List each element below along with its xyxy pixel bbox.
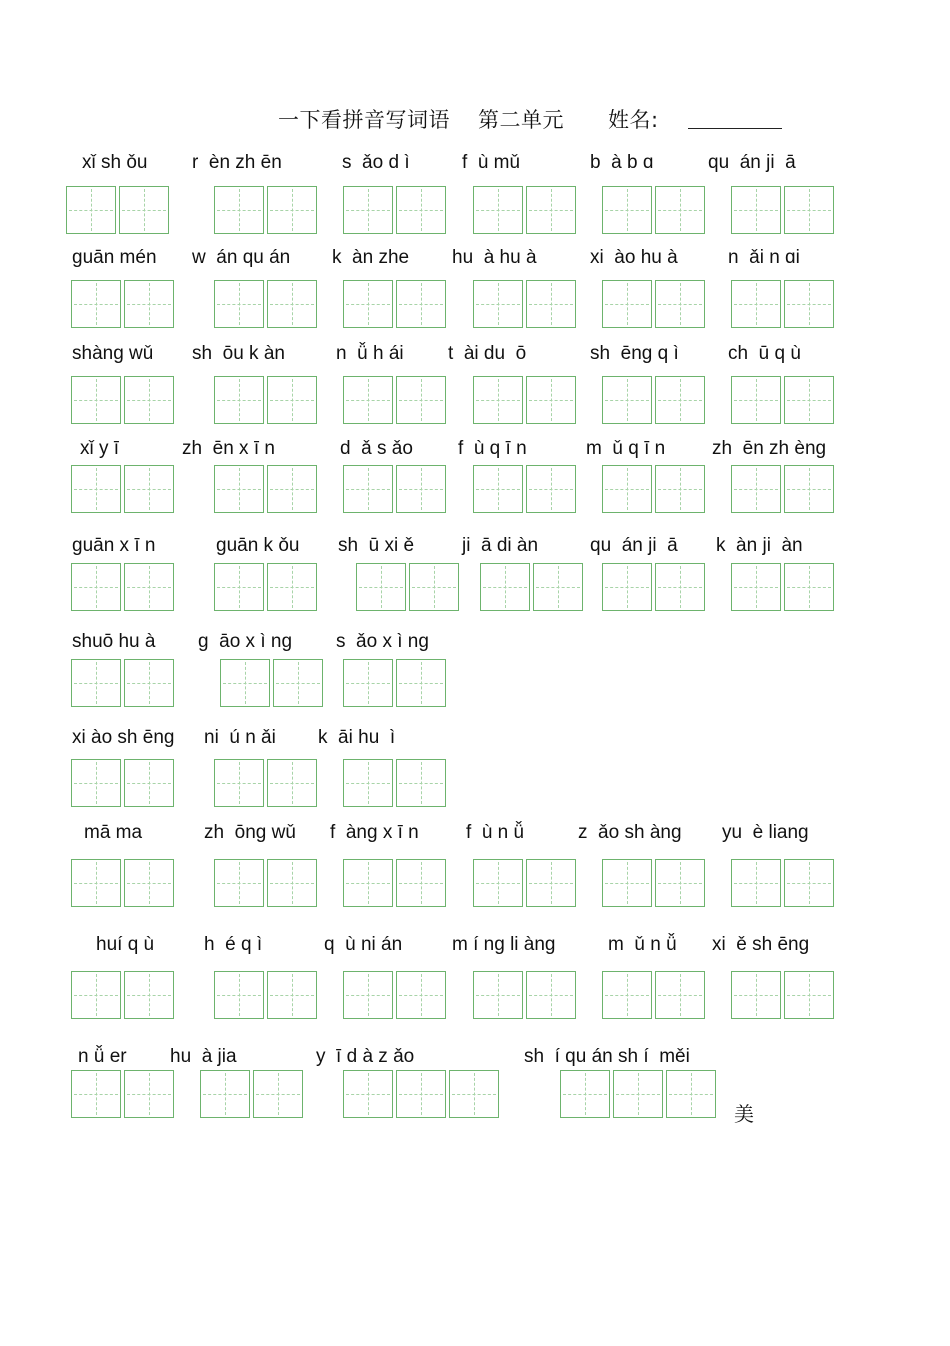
pinyin-prompt: m ǔ n ǚ [608,934,677,955]
writing-grid-cell[interactable] [267,759,317,807]
writing-grid-cell[interactable] [526,186,576,234]
pinyin-prompt: s ǎo x ì ng [336,631,429,652]
writing-grid-cell[interactable] [655,465,705,513]
writing-grid-cell[interactable] [71,659,121,707]
writing-grid-cell[interactable] [214,465,264,513]
trailing-character: 美 [734,1102,754,1126]
writing-grid-cell[interactable] [613,1070,663,1118]
writing-grid-cell[interactable] [784,563,834,611]
writing-grid-cell[interactable] [473,376,523,424]
pinyin-prompt: guān mén [72,247,157,268]
writing-grid-cell[interactable] [731,465,781,513]
pinyin-prompt: m í ng li àng [452,934,556,955]
writing-grid-cell[interactable] [602,563,652,611]
writing-grid-cell[interactable] [124,376,174,424]
writing-grid-cell[interactable] [124,859,174,907]
writing-grid-cell[interactable] [526,971,576,1019]
writing-grid-cell[interactable] [602,971,652,1019]
writing-grid-cell[interactable] [526,465,576,513]
writing-grid-cell[interactable] [396,659,446,707]
pinyin-prompt: yu è liang [722,822,809,843]
pinyin-prompt: huí q ù [96,934,155,955]
pinyin-prompt: xǐ y ī [80,438,120,459]
writing-grid-cell[interactable] [267,376,317,424]
writing-grid-cell[interactable] [731,280,781,328]
writing-grid-cell[interactable] [71,1070,121,1118]
writing-grid-cell[interactable] [267,563,317,611]
pinyin-prompt: zh ēn x ī n [182,438,275,459]
writing-grid-cell[interactable] [220,659,270,707]
pinyin-prompt: qu án ji ā [708,152,796,173]
writing-grid-cell[interactable] [784,971,834,1019]
writing-grid-cell[interactable] [71,859,121,907]
writing-grid-cell[interactable] [602,280,652,328]
pinyin-prompt: b à b ɑ [590,152,654,173]
pinyin-prompt: k àn ji àn [716,535,803,556]
writing-grid-cell[interactable] [253,1070,303,1118]
writing-grid-cell[interactable] [731,376,781,424]
writing-grid-cell[interactable] [655,859,705,907]
pinyin-prompt: hu à hu à [452,247,537,268]
pinyin-prompt: f ù mǔ [462,152,521,173]
writing-grid-cell[interactable] [666,1070,716,1118]
writing-grid-cell[interactable] [343,186,393,234]
pinyin-prompt: y ī d à z ǎo [316,1046,415,1067]
writing-grid-cell[interactable] [655,280,705,328]
writing-grid-cell[interactable] [214,186,264,234]
writing-grid-cell[interactable] [343,859,393,907]
pinyin-prompt: q ù ni án [324,934,403,955]
writing-grid-cell[interactable] [473,186,523,234]
writing-grid-cell[interactable] [731,859,781,907]
pinyin-prompt: xi ě sh ēng [712,934,810,955]
writing-grid-cell[interactable] [526,280,576,328]
writing-grid-cell[interactable] [396,186,446,234]
writing-grid-cell[interactable] [473,280,523,328]
writing-grid-cell[interactable] [214,759,264,807]
pinyin-prompt: z ǎo sh àng [578,822,682,843]
writing-grid-cell[interactable] [731,186,781,234]
writing-grid-cell[interactable] [200,1070,250,1118]
writing-grid-cell[interactable] [71,759,121,807]
writing-grid-cell[interactable] [480,563,530,611]
writing-grid-cell[interactable] [343,971,393,1019]
pinyin-prompt: qu án ji ā [590,535,678,556]
writing-grid-cell[interactable] [343,659,393,707]
writing-grid-cell[interactable] [602,186,652,234]
pinyin-prompt: k àn zhe [332,247,410,268]
pinyin-prompt: w án qu án [192,247,291,268]
writing-grid-cell[interactable] [343,280,393,328]
writing-grid-cell[interactable] [473,971,523,1019]
writing-grid-cell[interactable] [71,971,121,1019]
pinyin-prompt: n ǚ er [78,1046,127,1067]
writing-grid-cell[interactable] [124,971,174,1019]
writing-grid-cell[interactable] [602,376,652,424]
writing-grid-cell[interactable] [533,563,583,611]
pinyin-prompt: shuō hu à [72,631,156,652]
writing-grid-cell[interactable] [267,186,317,234]
writing-grid-cell[interactable] [396,280,446,328]
pinyin-prompt: t ài du ō [448,343,527,364]
writing-grid-cell[interactable] [731,971,781,1019]
pinyin-prompt: ch ū q ù [728,343,801,364]
writing-grid-cell[interactable] [602,859,652,907]
writing-grid-cell[interactable] [655,971,705,1019]
writing-grid-cell[interactable] [124,659,174,707]
pinyin-prompt: s ǎo d ì [342,152,410,173]
writing-grid-cell[interactable] [214,971,264,1019]
writing-grid-cell[interactable] [343,759,393,807]
writing-grid-cell[interactable] [784,186,834,234]
pinyin-prompt: n ǎi n ɑi [728,247,800,268]
pinyin-prompt: hu à jia [170,1046,237,1067]
writing-grid-cell[interactable] [124,563,174,611]
pinyin-prompt: k āi hu ì [318,727,396,748]
writing-grid-cell[interactable] [396,859,446,907]
writing-grid-cell[interactable] [784,376,834,424]
pinyin-prompt: zh ōng wǔ [204,822,296,843]
writing-grid-cell[interactable] [124,1070,174,1118]
writing-grid-cell[interactable] [214,859,264,907]
writing-grid-cell[interactable] [71,280,121,328]
pinyin-prompt: sh ū xi ě [338,535,415,556]
writing-grid-cell[interactable] [409,563,459,611]
pinyin-prompt: n ǚ h ái [336,343,404,364]
writing-grid-cell[interactable] [71,376,121,424]
pinyin-prompt: g āo x ì ng [198,631,293,652]
pinyin-prompt: f ù n ǚ [466,822,525,843]
writing-grid-cell[interactable] [124,465,174,513]
writing-grid-cell[interactable] [343,465,393,513]
writing-grid-cell[interactable] [784,280,834,328]
writing-grid-cell[interactable] [784,465,834,513]
writing-grid-cell[interactable] [267,280,317,328]
worksheet-header [278,104,659,134]
writing-grid-cell[interactable] [784,859,834,907]
pinyin-prompt: ni ú n ǎi [204,727,276,748]
writing-grid-cell[interactable] [124,280,174,328]
pinyin-prompt: mā ma [84,822,143,843]
writing-grid-cell[interactable] [343,376,393,424]
writing-grid-cell[interactable] [473,859,523,907]
writing-grid-cell[interactable] [731,563,781,611]
writing-grid-cell[interactable] [396,376,446,424]
writing-grid-cell[interactable] [526,376,576,424]
writing-grid-cell[interactable] [526,859,576,907]
writing-grid-cell[interactable] [473,465,523,513]
pinyin-prompt: xi ào hu à [590,247,678,268]
pinyin-prompt: r èn zh ēn [192,152,282,173]
writing-grid-cell[interactable] [655,186,705,234]
name-label: 姓名: [608,108,659,132]
writing-grid-cell[interactable] [655,376,705,424]
writing-grid-cell[interactable] [119,186,169,234]
writing-grid-cell[interactable] [449,1070,499,1118]
pinyin-prompt: m ǔ q ī n [586,438,666,459]
pinyin-prompt: sh í qu án sh í měi [524,1046,690,1067]
writing-grid-cell[interactable] [66,186,116,234]
pinyin-prompt: zh ēn zh èng [712,438,827,459]
writing-grid-cell[interactable] [560,1070,610,1118]
pinyin-prompt: f àng x ī n [330,822,419,843]
writing-grid-cell[interactable] [214,280,264,328]
writing-grid-cell[interactable] [396,465,446,513]
writing-grid-cell[interactable] [214,376,264,424]
writing-grid-cell[interactable] [396,971,446,1019]
pinyin-prompt: h é q ì [204,934,263,955]
pinyin-prompt: f ù q ī n [458,438,527,459]
worksheet-title: 一下看拼音写词语 [278,108,450,132]
name-blank-line[interactable] [688,128,782,129]
unit-label: 第二单元 [478,108,564,132]
pinyin-prompt: xi ào sh ēng [72,727,175,748]
writing-grid-cell[interactable] [124,759,174,807]
writing-grid-cell[interactable] [273,659,323,707]
pinyin-prompt: sh ōu k àn [192,343,285,364]
writing-grid-cell[interactable] [71,465,121,513]
writing-grid-cell[interactable] [343,1070,393,1118]
writing-grid-cell[interactable] [396,1070,446,1118]
writing-grid-cell[interactable] [214,563,264,611]
pinyin-prompt: sh ēng q ì [590,343,679,364]
writing-grid-cell[interactable] [602,465,652,513]
pinyin-prompt: shàng wǔ [72,343,154,364]
pinyin-prompt: guān k ǒu [216,535,300,556]
writing-grid-cell[interactable] [267,859,317,907]
pinyin-prompt: xǐ sh ǒu [82,152,148,173]
writing-grid-cell[interactable] [396,759,446,807]
pinyin-prompt: d ǎ s ǎo [340,438,413,459]
pinyin-prompt: ji ā di àn [462,535,539,556]
writing-grid-cell[interactable] [71,563,121,611]
writing-grid-cell[interactable] [655,563,705,611]
writing-grid-cell[interactable] [267,971,317,1019]
writing-grid-cell[interactable] [267,465,317,513]
writing-grid-cell[interactable] [356,563,406,611]
pinyin-prompt: guān x ī n [72,535,156,556]
